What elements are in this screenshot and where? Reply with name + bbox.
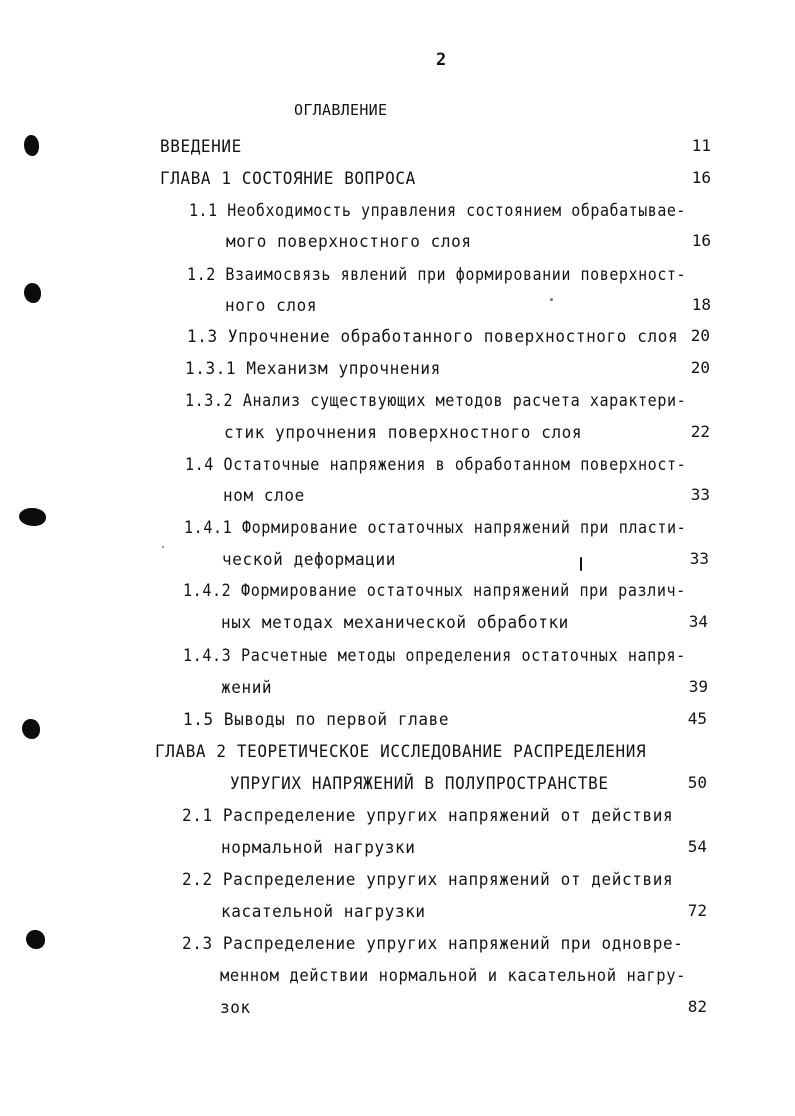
toc-entry-page: 82 (687, 997, 707, 1016)
toc-entry-text: 1.4 Остаточные напряжения в обработанном поверхност- (185, 454, 687, 475)
punch-hole-2 (24, 283, 41, 303)
toc-entry-text: 1.4.2 Формирование остаточных напряжений при различ- (183, 580, 686, 601)
page-number: 2 (436, 50, 447, 70)
punch-hole-4 (22, 719, 40, 739)
toc-entry-page: 34 (688, 612, 708, 631)
toc-entry-text: зок (220, 997, 251, 1018)
punch-hole-3 (19, 508, 46, 526)
toc-entry-page: 33 (689, 549, 709, 568)
scan-speck (580, 557, 582, 571)
scan-speck (162, 546, 164, 548)
toc-entry-text: мого поверхностного слоя (226, 231, 472, 252)
toc-entry-page: 18 (691, 295, 711, 314)
toc-entry-page: 72 (687, 901, 707, 920)
toc-entry-text: ВВЕДЕНИЕ (160, 136, 242, 157)
toc-entry-text: стик упрочнения поверхностного слоя (224, 422, 583, 443)
toc-entry-page: 54 (687, 837, 707, 856)
toc-entry-text: ческой деформации (222, 549, 396, 570)
toc-entry-text: 1.3.2 Анализ существующих методов расчета характери- (185, 390, 687, 411)
toc-entry-text: УПРУГИХ НАПРЯЖЕНИЙ В ПОЛУПРОСТРАНСТВЕ (230, 773, 609, 794)
toc-entry-text: менном действии нормальной и касательной нагру- (220, 965, 687, 986)
toc-entry-page: 33 (690, 485, 710, 504)
toc-entry-text: 1.2 Взаимосвязь явлений при формировании поверхност- (187, 264, 687, 285)
toc-entry-text: 2.1 Распределение упругих напряжений от действия (182, 805, 674, 826)
toc-entry-text: ном слое (223, 485, 305, 506)
scan-speck (550, 298, 553, 301)
toc-entry-page: 39 (688, 677, 708, 696)
toc-entry-text: ного слоя (225, 295, 318, 316)
toc-entry-text: ных методах механической обработки (221, 612, 569, 633)
toc-entry-text: 1.3.1 Механизм упрочнения (185, 358, 441, 379)
toc-entry-page: 16 (691, 168, 711, 187)
toc-entry-text: жений (221, 677, 273, 698)
toc-entry-page: 20 (690, 326, 710, 345)
toc-entry-text: 1.4.3 Расчетные методы определения остаточных напря- (183, 645, 686, 666)
toc-entry-text: ГЛАВА 2 ТЕОРЕТИЧЕСКОЕ ИССЛЕДОВАНИЕ РАСПРЕДЕЛЕНИЯ (155, 741, 647, 762)
punch-hole-1 (24, 135, 39, 156)
toc-entry-page: 20 (690, 358, 710, 377)
toc-title: ОГЛАВЛЕНИЕ (294, 101, 388, 119)
toc-entry-page: 16 (691, 231, 711, 250)
toc-entry-page: 45 (687, 709, 707, 728)
toc-entry-text: 1.5 Выводы по первой главе (183, 709, 450, 730)
toc-entry-text: 2.2 Распределение упругих напряжений от действия (182, 869, 674, 890)
toc-entry-text: касательной нагрузки (221, 901, 426, 922)
toc-entry-text: нормальной нагрузки (221, 837, 416, 858)
punch-hole-5 (26, 930, 45, 949)
toc-entry-page: 11 (691, 136, 711, 155)
toc-entry-text: 1.4.1 Формирование остаточных напряжений при пласти- (184, 517, 687, 538)
toc-entry-text: 1.3 Упрочнение обработанного поверхностного слоя (187, 326, 679, 347)
toc-entry-text: 2.3 Распределение упругих напряжений при одновре- (182, 933, 684, 954)
toc-entry-text: 1.1 Необходимость управления состоянием обрабатывае- (189, 200, 686, 221)
toc-entry-page: 50 (687, 773, 707, 792)
toc-entry-page: 22 (690, 422, 710, 441)
toc-entry-text: ГЛАВА 1 СОСТОЯНИЕ ВОПРОСА (160, 168, 416, 189)
